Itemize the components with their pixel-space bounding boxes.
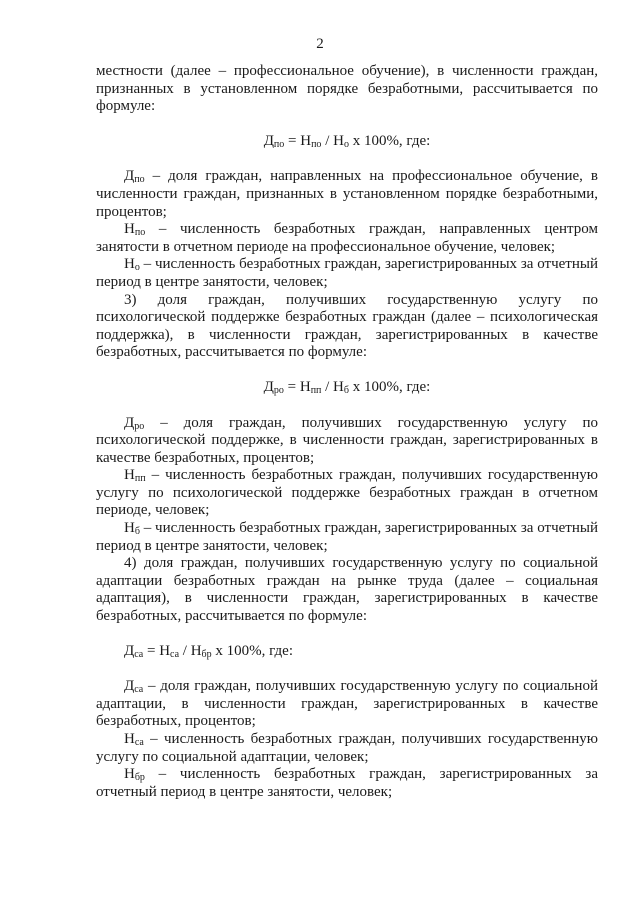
definition-n-br: $Н_{бр}$ – численность безработных граждан, зарегистрированных за отчетный период в центре занятости, человек; [96, 766, 598, 800]
document-body [96, 63, 598, 801]
definition-n-b: $Н_б$ – численность безработных граждан, зарегистрированных за отчетный период в центре занятости, человек; [96, 520, 598, 554]
intro-paragraph: местности (далее – профессиональное обучение), в численности граждан, признанных в установленном порядке безработными, рассчитывается по формуле: [96, 63, 598, 115]
definition-d-ro: $Д_{ро}$ – доля граждан, получивших государственную услугу по психологической поддержке, в численности граждан, зарегистрированных в качестве безработных, процентов; [96, 414, 598, 466]
formula-professional-training: $Д_{по} = Н_{по} / Н_о$ х 100%, где: [263, 132, 431, 150]
definition-n-sa: $Н_{са}$ – численность безработных граждан, получивших государственную услугу по социальной адаптации, человек; [96, 731, 598, 765]
item-3-paragraph: 3) доля граждан, получивших государственную услугу по психологической поддержке безработных граждан (далее – психологическая поддержка), в численности граждан, зарегистрированных в качестве безработных, рассчитывается по формуле: [96, 291, 598, 361]
page-number: 2 [316, 36, 324, 52]
definition-n-po: $Н_{по}$ – численность безработных граждан, направленных центром занятости в отчетном периоде на профессиональное обучение, человек; [96, 221, 598, 255]
formula-psychological-support: $Д_{ро} = Н_{пп} / Н_б$ х 100%, где: [263, 378, 431, 396]
definition-n-o: $Н_о$ – численность безработных граждан, зарегистрированных за отчетный период в центре занятости, человек; [96, 256, 598, 290]
definition-d-sa: $Д_{са}$ – доля граждан, получивших государственную услугу по социальной адаптации, в численности граждан, зарегистрированных в качестве безработных, процентов; [96, 678, 598, 730]
definition-d-po: $Д_{по}$ – доля граждан, направленных на профессиональное обучение, в численности граждан, признанных в установленном порядке безработными, процентов; [96, 168, 598, 220]
definition-n-pp: $Н_{пп}$ – численность безработных граждан, получивших государственную услугу по психологической поддержке безработных граждан в отчетном периоде, человек; [96, 467, 598, 519]
item-4-paragraph: 4) доля граждан, получивших государственную услугу по социальной адаптации безработных граждан на рынке труда (далее – социальная адаптация), в численности граждан, зарегистрированных в качестве безработных, рассчитывается по формуле: [96, 555, 598, 625]
formula-social-adaptation: $Д_{са} = Н_{са} / Н_{бр}$ х 100%, где: [124, 642, 293, 660]
